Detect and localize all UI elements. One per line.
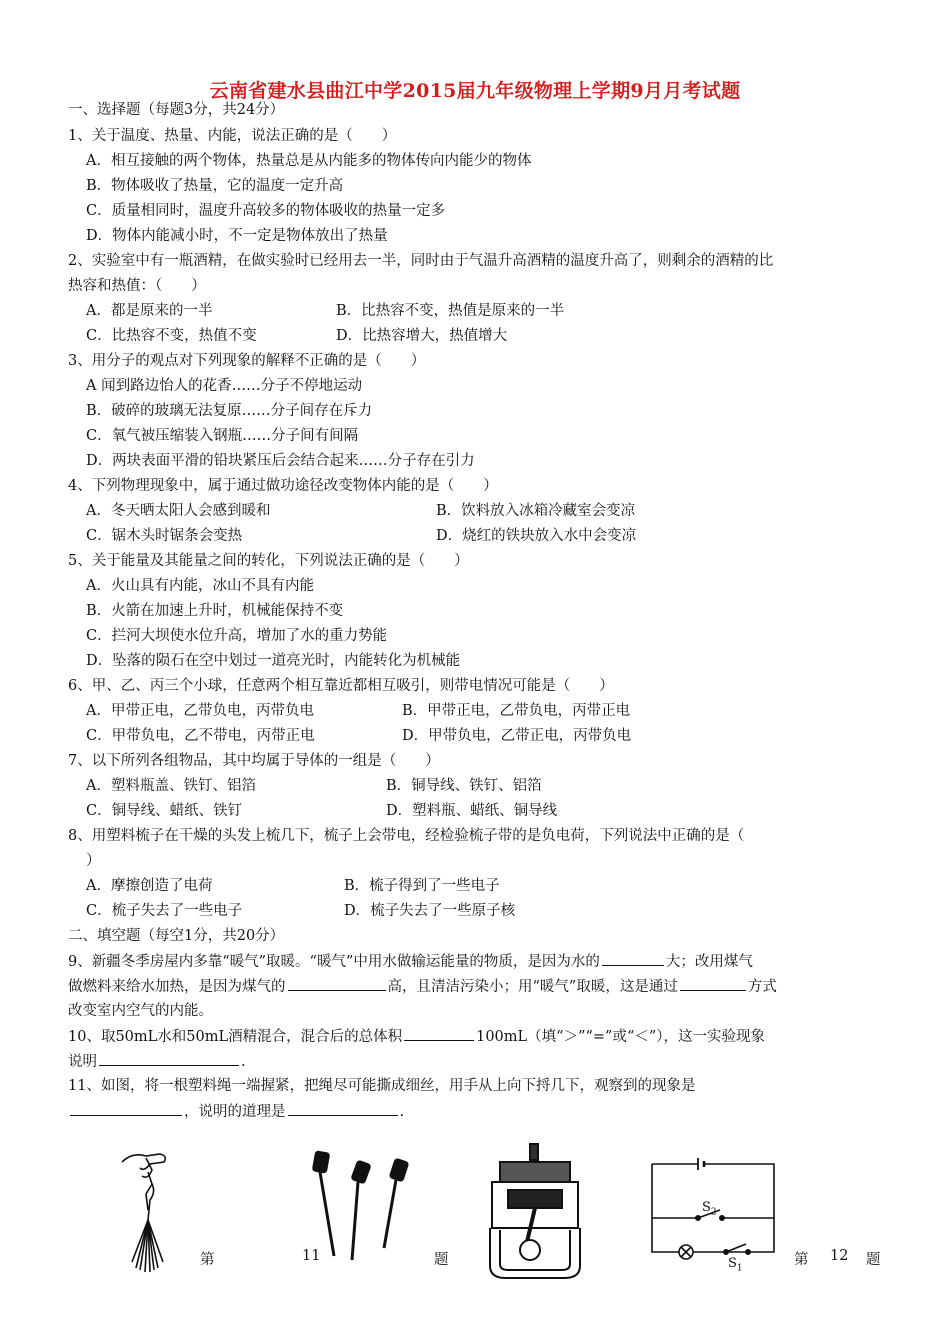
caption-fig11-number: 11 — [302, 1248, 321, 1264]
q3-option-c: C．氧气被压缩装入钢瓶……分子间有间隔 — [86, 428, 359, 444]
q5-option-a: A．火山具有内能，冰山不具有内能 — [86, 578, 314, 594]
q1-option-a: A．相互接触的两个物体，热量总是从内能多的物体传向内能少的物体 — [86, 153, 532, 169]
q11-text-2c: . — [399, 1104, 405, 1120]
q11-blank-1[interactable] — [70, 1101, 182, 1116]
caption-fig12-ti: 题 — [866, 1252, 881, 1268]
q10-text-2: 说明 — [68, 1054, 97, 1070]
q11-blank-2[interactable] — [288, 1101, 398, 1116]
q6-option-c: C．甲带负电，乙不带电，丙带正电 — [86, 728, 315, 744]
q3-stem: 3、用分子的观点对下列现象的解释不正确的是（ ） — [68, 353, 426, 369]
q7-option-a: A．塑料瓶盖、铁钉、铝箔 — [86, 778, 256, 794]
q7-option-b: B．铜导线、铁钉、铝箔 — [386, 778, 542, 794]
q11-text-2b: ，说明的道理是 — [184, 1104, 286, 1120]
q8-option-c: C．梳子失去了一些电子 — [86, 903, 243, 919]
engine-cylinder-figure — [486, 1142, 584, 1282]
q10-text-2b: . — [241, 1054, 246, 1070]
q10-blank-2[interactable] — [99, 1051, 239, 1066]
caption-fig12-di: 第 — [794, 1252, 809, 1268]
q8-option-d: D．梳子失去了一些原子核 — [344, 903, 516, 919]
q3-option-a: A 闻到路边怡人的花香……分子不停地运动 — [86, 378, 363, 394]
caption-fig12-number: 12 — [830, 1248, 849, 1264]
q2-option-d: D．比热容增大，热值增大 — [336, 328, 508, 344]
q6-stem: 6、甲、乙、丙三个小球，任意两个相互靠近都相互吸引，则带电情况可能是（ ） — [68, 678, 614, 694]
q6-option-b: B．甲带正电，乙带负电，丙带正电 — [402, 703, 631, 719]
q5-stem: 5、关于能量及其能量之间的转化，下列说法正确的是（ ） — [68, 553, 469, 569]
caption-fig11-ti: 题 — [434, 1252, 449, 1268]
q9-text-2c: 方式 — [747, 979, 777, 995]
hand-string-figure — [118, 1150, 188, 1275]
q1-option-d: D．物体内能减小时，不一定是物体放出了热量 — [86, 228, 388, 244]
q1-option-c: C．质量相同时，温度升高较多的物体吸收的热量一定多 — [86, 203, 446, 219]
q2-stem-line1: 2、实验室中有一瓶酒精，在做实验时已经用去一半，同时由于气温升高酒精的温度升高了，则剩余的酒精的比 — [68, 253, 774, 269]
q1-stem: 1、关于温度、热量、内能，说法正确的是（ ） — [68, 128, 397, 144]
section-choice: 一、选择题（每题3分，共24分） — [68, 102, 285, 118]
caption-fig11-di: 第 — [200, 1252, 215, 1268]
q3-option-b: B．破碎的玻璃无法复原……分子间存在斥力 — [86, 403, 373, 419]
q10-text-1b: 100mL（填“＞”“=”或“＜”），这一实验现象 — [476, 1029, 766, 1045]
q9-line1 — [68, 951, 753, 972]
q7-option-c: C．铜导线、蜡纸、铁钉 — [86, 803, 243, 819]
q10-line1 — [68, 1026, 765, 1047]
q4-option-b: B．饮料放入冰箱冷藏室会变凉 — [436, 503, 636, 519]
q9-text-1b: 大；改用煤气 — [665, 954, 753, 970]
q2-option-c: C．比热容不变，热值不变 — [86, 328, 257, 344]
q9-text-1: 9、新疆冬季房屋内多靠“暖气”取暖。“暖气”中用水做输运能量的物质，是因为水的 — [68, 954, 600, 970]
q4-option-d: D．烧红的铁块放入水中会变凉 — [436, 528, 637, 544]
q1-option-b: B．物体吸收了热量，它的温度一定升高 — [86, 178, 344, 194]
q3-option-d: D．两块表面平滑的铅块紧压后会结合起来……分子存在引力 — [86, 453, 475, 469]
q10-text-1: 10、取50mL水和50mL酒精混合，混合后的总体积 — [68, 1029, 403, 1045]
switch-s1-label: $S_1$ — [728, 1256, 743, 1274]
q10-line2 — [68, 1051, 246, 1072]
q9-line3: 改变室内空气的内能。 — [68, 1003, 213, 1019]
q4-stem: 4、下列物理现象中，属于通过做功途径改变物体内能的是（ ） — [68, 478, 498, 494]
q6-option-a: A．甲带正电，乙带负电，丙带负电 — [86, 703, 314, 719]
q9-line2 — [68, 976, 777, 997]
q5-option-c: C．拦河大坝使水位升高，增加了水的重力势能 — [86, 628, 388, 644]
circuit-figure — [646, 1158, 778, 1278]
q9-blank-3[interactable] — [680, 976, 746, 991]
q8-stem-line1: 8、用塑料梳子在干燥的头发上梳几下，梳子上会带电，经检验梳子带的是负电荷，下列说法中正确的是（ — [68, 828, 745, 844]
q2-stem-line2: 热容和热值：（ ） — [68, 278, 206, 294]
q8-stem-line2: ） — [86, 853, 101, 869]
q4-option-a: A．冬天晒太阳人会感到暖和 — [86, 503, 271, 519]
q8-option-b: B．梳子得到了一些电子 — [344, 878, 500, 894]
q5-option-d: D．坠落的陨石在空中划过一道亮光时，内能转化为机械能 — [86, 653, 461, 669]
q2-option-b: B．比热容不变，热值是原来的一半 — [336, 303, 565, 319]
q9-blank-2[interactable] — [288, 976, 386, 991]
q9-text-2: 做燃料来给水加热，是因为煤气的 — [68, 979, 286, 995]
q6-option-d: D．甲带负电，乙带正电，丙带负电 — [402, 728, 632, 744]
q2-option-a: A．都是原来的一半 — [86, 303, 213, 319]
switch-s2-label: $S_2$ — [702, 1200, 717, 1218]
q4-option-c: C．锯木头时锯条会变热 — [86, 528, 243, 544]
page-title: 云南省建水县曲江中学2015届九年级物理上学期9月月考试题 — [209, 80, 741, 102]
q8-option-a: A．摩擦创造了电荷 — [86, 878, 213, 894]
q7-stem: 7、以下所列各组物品，其中均属于导体的一组是（ ） — [68, 753, 440, 769]
q11-line1: 11、如图，将一根塑料绳一端握紧，把绳尽可能撕成细丝，用手从上向下捋几下，观察到的现象是 — [68, 1078, 696, 1094]
q7-option-d: D．塑料瓶、蜡纸、铜导线 — [386, 803, 558, 819]
q9-text-2b: 高，且清洁污染小；用“暖气”取暖，这是通过 — [387, 979, 678, 995]
q9-blank-1[interactable] — [602, 951, 664, 966]
q10-blank-1[interactable] — [404, 1026, 474, 1041]
q5-option-b: B．火箭在加速上升时，机械能保持不变 — [86, 603, 344, 619]
q11-line2 — [68, 1101, 404, 1122]
section-fill: 二、填空题（每空1分，共20分） — [68, 928, 285, 944]
